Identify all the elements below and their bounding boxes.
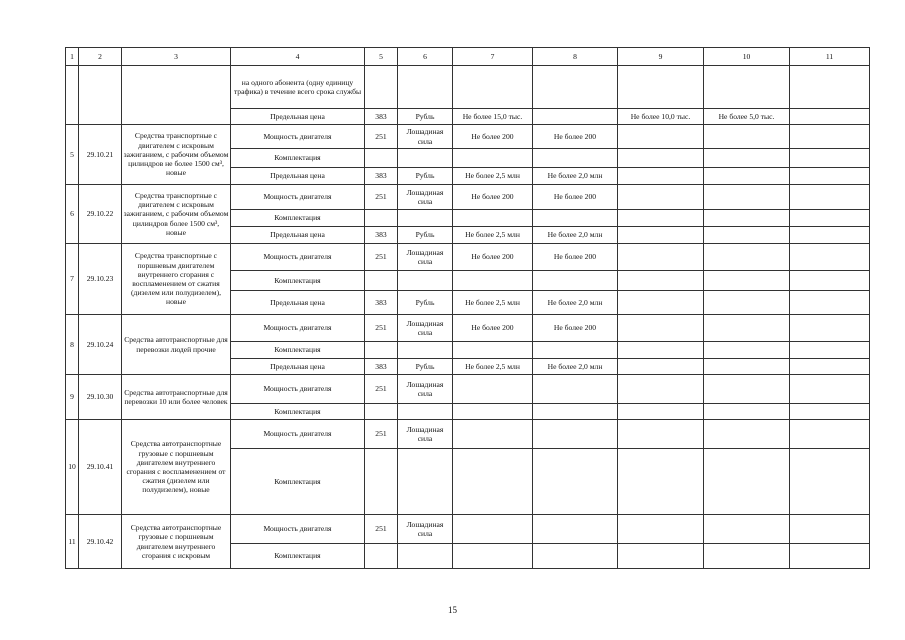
okei-code-cell: 383 (365, 227, 398, 244)
characteristic-cell: Комплектация (231, 449, 365, 515)
col-header-2: 2 (79, 48, 122, 66)
table-cell (365, 404, 398, 420)
table-cell (453, 449, 533, 515)
table-cell (618, 66, 704, 109)
table-cell (790, 185, 870, 210)
table-cell (704, 168, 790, 185)
characteristic-cell: Комплектация (231, 149, 365, 168)
col-header-5: 5 (365, 48, 398, 66)
table-cell (453, 544, 533, 569)
table-cell (704, 185, 790, 210)
characteristic-cell: Мощность двигателя (231, 515, 365, 544)
table-cell (618, 315, 704, 342)
table-cell (398, 66, 453, 109)
okei-code-cell: 251 (365, 315, 398, 342)
table-cell (365, 271, 398, 291)
table-cell (704, 66, 790, 109)
table-cell (398, 404, 453, 420)
item-name-cell: Средства автотранспортные для перевозки людей прочие (122, 315, 231, 375)
unit-cell: Рубль (398, 168, 453, 185)
table-cell (533, 544, 618, 569)
characteristic-cell: Комплектация (231, 271, 365, 291)
item-name-cell: Средства транспортные с двигателем с искровым зажиганием, с рабочим объемом цилиндров не более 1500 см³, новые (122, 125, 231, 185)
okpd-code-cell: 29.10.22 (79, 185, 122, 244)
table-cell (704, 404, 790, 420)
okpd-code-cell: 29.10.23 (79, 244, 122, 315)
okei-code-cell: 251 (365, 420, 398, 449)
table-cell (533, 109, 618, 125)
row-number-cell: 11 (66, 515, 79, 569)
table-cell (533, 210, 618, 227)
characteristic-cell: Мощность двигателя (231, 244, 365, 271)
value-cell: Не более 10,0 тыс. (618, 109, 704, 125)
table-cell (618, 404, 704, 420)
col-header-7: 7 (453, 48, 533, 66)
table-cell (618, 359, 704, 375)
table-cell (398, 544, 453, 569)
row-number-cell: 7 (66, 244, 79, 315)
table-cell (704, 125, 790, 149)
col-header-11: 11 (790, 48, 870, 66)
table-cell (704, 244, 790, 271)
table-cell (790, 359, 870, 375)
table-cell (790, 168, 870, 185)
table-cell (790, 66, 870, 109)
table-cell (704, 342, 790, 359)
okei-code-cell: 383 (365, 109, 398, 125)
value-cell: Не более 200 (453, 125, 533, 149)
table-row (66, 185, 870, 210)
unit-cell: Рубль (398, 227, 453, 244)
table-cell (398, 149, 453, 168)
col-header-9: 9 (618, 48, 704, 66)
table-cell (618, 227, 704, 244)
characteristic-cell: Мощность двигателя (231, 185, 365, 210)
table-cell (790, 227, 870, 244)
table-cell (618, 544, 704, 569)
value-cell: Не более 200 (453, 244, 533, 271)
table-cell (533, 342, 618, 359)
table-cell (398, 271, 453, 291)
table-cell (66, 66, 79, 125)
characteristic-cell: Предельная цена (231, 291, 365, 315)
table-cell (618, 168, 704, 185)
table-cell (704, 210, 790, 227)
unit-cell: Лошадиная сила (398, 244, 453, 271)
value-cell: Не более 2,0 млн (533, 168, 618, 185)
table-cell (790, 375, 870, 404)
okei-code-cell: 251 (365, 515, 398, 544)
unit-cell: Лошадиная сила (398, 375, 453, 404)
value-cell: Не более 200 (533, 185, 618, 210)
table-cell (790, 210, 870, 227)
item-name-cell: Средства автотранспортные грузовые с поршневым двигателем внутреннего сгорания с воспламенением от сжатия (дизелем или полудизелем), новые (122, 420, 231, 515)
unit-cell: Рубль (398, 109, 453, 125)
table-cell (790, 291, 870, 315)
table-cell (790, 109, 870, 125)
okei-code-cell: 251 (365, 185, 398, 210)
okpd-code-cell: 29.10.21 (79, 125, 122, 185)
item-name-cell: Средства автотранспортные грузовые с поршневым двигателем внутреннего сгорания с искровым (122, 515, 231, 569)
table-cell (790, 420, 870, 449)
table-cell (453, 420, 533, 449)
unit-cell: Рубль (398, 291, 453, 315)
table-cell (618, 149, 704, 168)
value-cell: Не более 15,0 тыс. (453, 109, 533, 125)
unit-cell: Лошадиная сила (398, 125, 453, 149)
table-cell (453, 66, 533, 109)
table-cell (790, 544, 870, 569)
row-number-cell: 6 (66, 185, 79, 244)
okei-code-cell: 383 (365, 291, 398, 315)
okpd-code-cell: 29.10.42 (79, 515, 122, 569)
table-cell (533, 404, 618, 420)
table-cell (790, 244, 870, 271)
col-header-8: 8 (533, 48, 618, 66)
table-cell (790, 342, 870, 359)
table-cell (790, 271, 870, 291)
table-cell (365, 66, 398, 109)
table-cell (398, 449, 453, 515)
characteristic-cell: Комплектация (231, 544, 365, 569)
col-header-4: 4 (231, 48, 365, 66)
row-number-cell: 9 (66, 375, 79, 420)
row-number-cell: 10 (66, 420, 79, 515)
table-cell (790, 125, 870, 149)
unit-cell: Лошадиная сила (398, 515, 453, 544)
table-cell (79, 66, 122, 125)
okpd-code-cell: 29.10.24 (79, 315, 122, 375)
table-cell (453, 149, 533, 168)
item-name-cell: Средства транспортные с двигателем с искровым зажиганием, с рабочим объемом цилиндров более 1500 см³, новые (122, 185, 231, 244)
table-cell (365, 449, 398, 515)
table-cell (618, 420, 704, 449)
value-cell: Не более 200 (533, 125, 618, 149)
table-cell (618, 185, 704, 210)
table-cell (790, 149, 870, 168)
table-row (66, 375, 870, 404)
table-cell (365, 210, 398, 227)
table-cell (618, 342, 704, 359)
table-row (66, 66, 870, 109)
okei-code-cell: 383 (365, 168, 398, 185)
characteristic-cell: Предельная цена (231, 109, 365, 125)
characteristic-cell: Мощность двигателя (231, 420, 365, 449)
table-cell (618, 125, 704, 149)
characteristic-cell: Комплектация (231, 210, 365, 227)
col-header-3: 3 (122, 48, 231, 66)
characteristic-cell: Комплектация (231, 404, 365, 420)
table-cell (398, 342, 453, 359)
table-cell (704, 420, 790, 449)
col-header-6: 6 (398, 48, 453, 66)
table-cell (704, 375, 790, 404)
row-number-cell: 8 (66, 315, 79, 375)
table-cell (453, 210, 533, 227)
table-cell (533, 271, 618, 291)
value-cell: Не более 2,5 млн (453, 227, 533, 244)
header-row (66, 48, 870, 66)
value-cell: Не более 200 (453, 315, 533, 342)
okpd-code-cell: 29.10.41 (79, 420, 122, 515)
value-cell: Не более 2,5 млн (453, 168, 533, 185)
col-header-1: 1 (66, 48, 79, 66)
table-cell (704, 271, 790, 291)
okei-code-cell: 251 (365, 125, 398, 149)
okei-code-cell: 383 (365, 359, 398, 375)
table-row (66, 244, 870, 271)
value-cell: Не более 200 (533, 244, 618, 271)
table-cell (704, 227, 790, 244)
value-cell: Не более 2,5 млн (453, 359, 533, 375)
table-cell (453, 515, 533, 544)
table-cell (790, 315, 870, 342)
table-cell (365, 342, 398, 359)
table-row (66, 515, 870, 544)
characteristic-cell: Предельная цена (231, 227, 365, 244)
characteristic-cell: Предельная цена (231, 168, 365, 185)
page-number: 15 (448, 605, 457, 615)
table-cell (453, 375, 533, 404)
table-cell (618, 449, 704, 515)
value-cell: Не более 2,5 млн (453, 291, 533, 315)
table-cell (618, 210, 704, 227)
table-cell (453, 271, 533, 291)
table-cell (533, 515, 618, 544)
characteristic-cell: Мощность двигателя (231, 315, 365, 342)
requirements-table (65, 47, 870, 569)
table-cell (704, 515, 790, 544)
table-cell (122, 66, 231, 125)
table-cell (533, 66, 618, 109)
table-cell (704, 359, 790, 375)
table-cell (618, 291, 704, 315)
table-cell (704, 149, 790, 168)
table-cell (618, 515, 704, 544)
unit-cell: Рубль (398, 359, 453, 375)
table-cell (365, 544, 398, 569)
characteristic-cell: Комплектация (231, 342, 365, 359)
table-cell (365, 149, 398, 168)
table-cell (790, 404, 870, 420)
table-row (66, 420, 870, 449)
value-cell: Не более 5,0 тыс. (704, 109, 790, 125)
table-cell (533, 375, 618, 404)
item-name-cell: Средства транспортные с поршневым двигателем внутреннего сгорания с воспламенением от сжатия (дизелем или полудизелем), новые (122, 244, 231, 315)
unit-cell: Лошадиная сила (398, 315, 453, 342)
row-number-cell: 5 (66, 125, 79, 185)
table-row (66, 315, 870, 342)
okei-code-cell: 251 (365, 244, 398, 271)
okei-code-cell: 251 (365, 375, 398, 404)
table-cell (533, 449, 618, 515)
characteristic-cell: Мощность двигателя (231, 125, 365, 149)
characteristic-cell: Мощность двигателя (231, 375, 365, 404)
table-cell (533, 420, 618, 449)
table-cell (533, 149, 618, 168)
table-cell (618, 271, 704, 291)
unit-cell: Лошадиная сила (398, 420, 453, 449)
table-cell (704, 291, 790, 315)
table-cell (704, 449, 790, 515)
value-cell: Не более 2,0 млн (533, 227, 618, 244)
value-cell: Не более 200 (533, 315, 618, 342)
characteristic-cell: Предельная цена (231, 359, 365, 375)
table-cell (704, 315, 790, 342)
table-cell (453, 342, 533, 359)
table-cell (618, 375, 704, 404)
value-cell: Не более 2,0 млн (533, 359, 618, 375)
okpd-code-cell: 29.10.30 (79, 375, 122, 420)
table-cell (618, 244, 704, 271)
item-name-cell: Средства автотранспортные для перевозки 10 или более человек (122, 375, 231, 420)
table-cell (704, 544, 790, 569)
table-cell (398, 210, 453, 227)
col-header-10: 10 (704, 48, 790, 66)
table-row (66, 125, 870, 149)
table-cell (790, 515, 870, 544)
unit-cell: Лошадиная сила (398, 185, 453, 210)
continued-description: на одного абонента (одну единицу трафика) в течение всего срока службы (231, 66, 365, 109)
table-cell (790, 449, 870, 515)
table-cell (453, 404, 533, 420)
value-cell: Не более 2,0 млн (533, 291, 618, 315)
value-cell: Не более 200 (453, 185, 533, 210)
